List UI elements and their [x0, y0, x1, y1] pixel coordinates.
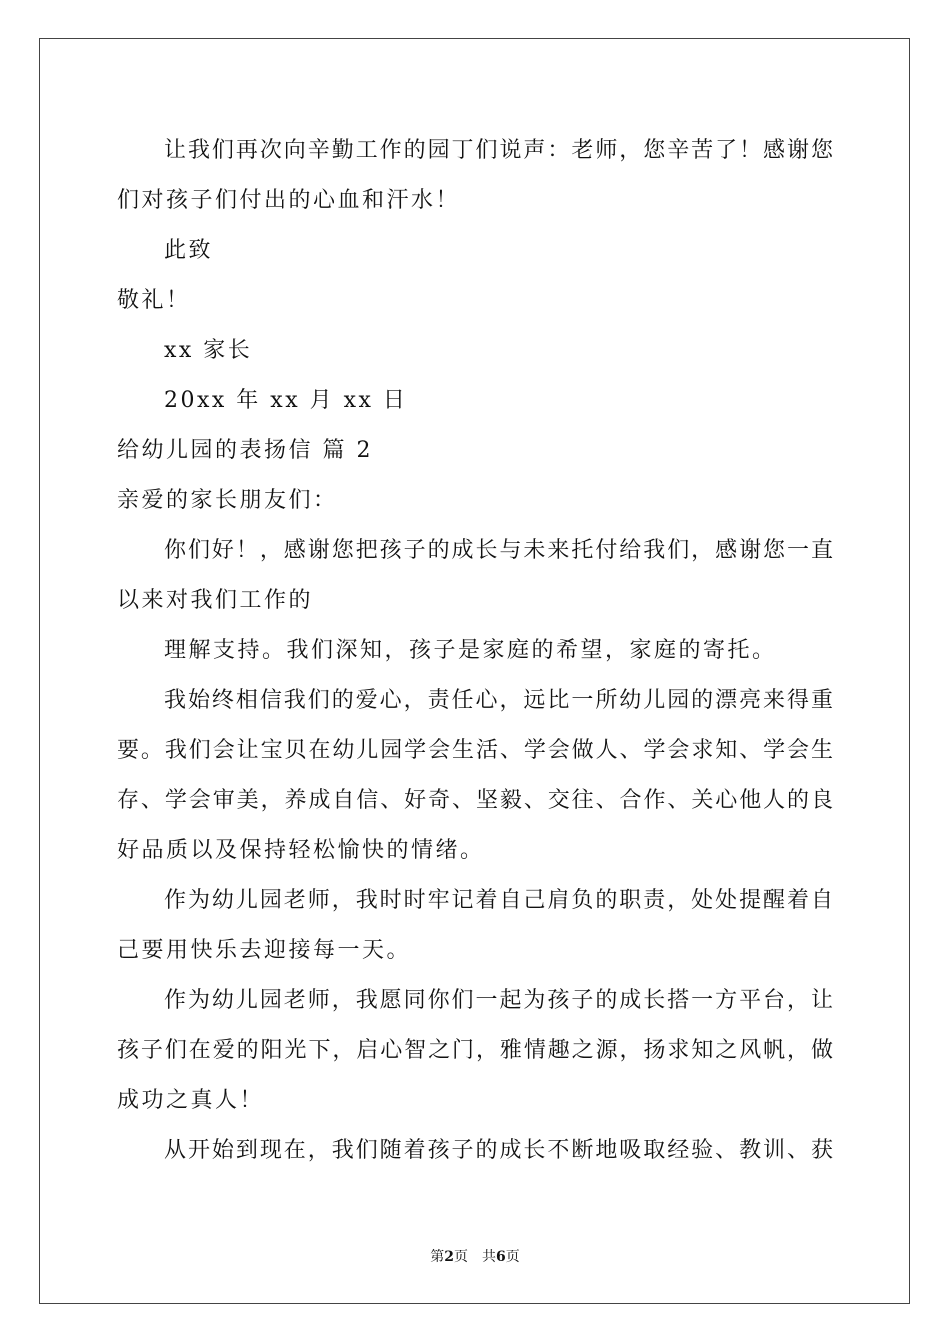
paragraph-line: 我始终相信我们的爱心，责任心，远比一所幼儿园的漂亮来得重	[164, 688, 833, 713]
document-body	[117, 126, 833, 1176]
paragraph-line: 以来对我们工作的	[117, 588, 314, 613]
salutation-line: 敬礼！	[117, 288, 191, 313]
salutation-line: 此致	[164, 238, 214, 263]
date-line: 20xx 年 xx 月 xx 日	[164, 388, 408, 413]
page-label-mid: 页 共	[454, 1249, 496, 1265]
page-label-prefix: 第	[430, 1249, 445, 1265]
page-footer	[0, 1246, 950, 1266]
page-current: 2	[444, 1249, 454, 1265]
paragraph-line: 作为幼儿园老师，我愿同你们一起为孩子的成长搭一方平台，让	[164, 988, 833, 1013]
paragraph-line: 理解支持。我们深知，孩子是家庭的希望，家庭的寄托。	[164, 638, 777, 663]
paragraph-line: 好品质以及保持轻松愉快的情绪。	[117, 838, 485, 863]
page-total: 6	[496, 1249, 506, 1265]
paragraph-line: 己要用快乐去迎接每一天。	[117, 938, 412, 963]
paragraph-line: 要。我们会让宝贝在幼儿园学会生活、学会做人、学会求知、学会生	[117, 738, 833, 763]
paragraph-line: 存、学会审美，养成自信、好奇、坚毅、交往、合作、关心他人的良	[117, 788, 833, 813]
paragraph-line: 从开始到现在，我们随着孩子的成长不断地吸取经验、教训、获	[164, 1138, 833, 1163]
greeting-line: 亲爱的家长朋友们：	[117, 488, 338, 513]
paragraph-line: 让我们再次向辛勤工作的园丁们说声：老师，您辛苦了！感谢您	[164, 138, 833, 163]
paragraph-line: 孩子们在爱的阳光下，启心智之门，雅情趣之源，扬求知之风帆，做	[117, 1038, 833, 1063]
section-title: 给幼儿园的表扬信 篇 2	[117, 438, 373, 463]
paragraph-line: 作为幼儿园老师，我时时牢记着自己肩负的职责，处处提醒着自	[164, 888, 833, 913]
paragraph-line: 你们好！，感谢您把孩子的成长与未来托付给我们，感谢您一直	[164, 538, 833, 563]
paragraph-line: 们对孩子们付出的心血和汗水！	[117, 188, 461, 213]
paragraph-line: 成功之真人！	[117, 1088, 265, 1113]
page-label-suffix: 页	[505, 1249, 520, 1265]
signature-line: xx 家长	[164, 338, 253, 363]
